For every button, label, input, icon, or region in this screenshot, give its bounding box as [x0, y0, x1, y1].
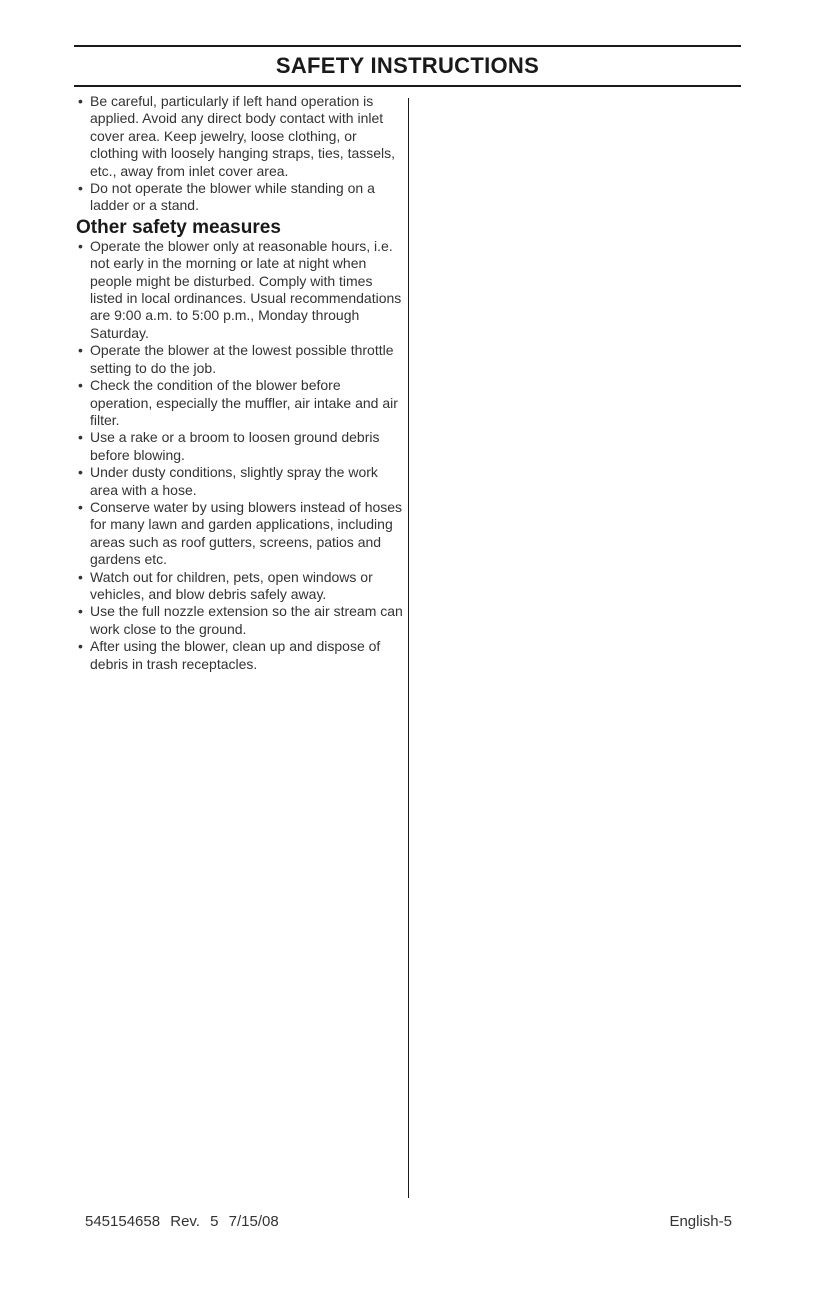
list-item: • Check the condition of the blower before operation, especially the muffler, air intake and air filter.: [76, 377, 406, 429]
list-item: • Watch out for children, pets, open windows or vehicles, and blow debris safely away.: [76, 569, 406, 604]
list-item: • Operate the blower only at reasonable hours, i.e. not early in the morning or late at night when people might be disturbed. Comply with times listed in local ordinances. Usual recommendations are 9:00 a.m. to 5:00 p.m., Monday through Saturday.: [76, 238, 406, 342]
list-item: • After using the blower, clean up and dispose of debris in trash receptacles.: [76, 638, 406, 673]
page-number: English-5: [669, 1213, 732, 1230]
header-top-rule: [74, 45, 741, 47]
intro-bullet-list: [76, 93, 406, 215]
document-reference: 545154658 Rev. 5 7/15/08: [85, 1213, 279, 1230]
list-item: • Operate the blower at the lowest possible throttle setting to do the job.: [76, 342, 406, 377]
list-item: • Under dusty conditions, slightly spray the work area with a hose.: [76, 464, 406, 499]
left-column: [76, 93, 406, 673]
list-item: • Be careful, particularly if left hand operation is applied. Avoid any direct body contact with inlet cover area. Keep jewelry, loose clothing, or clothing with loosely hanging straps, ties, tassels, etc., away from inlet cover area.: [76, 93, 406, 180]
list-item: • Do not operate the blower while standing on a ladder or a stand.: [76, 180, 406, 215]
safety-measures-list: [76, 238, 406, 673]
section-heading: Other safety measures: [76, 216, 281, 238]
page-title: SAFETY INSTRUCTIONS: [275, 53, 540, 78]
list-item: • Use the full nozzle extension so the air stream can work close to the ground.: [76, 603, 406, 638]
list-item: • Conserve water by using blowers instead of hoses for many lawn and garden applications, including areas such as roof gutters, screens, patios and gardens etc.: [76, 499, 406, 569]
list-item: • Use a rake or a broom to loosen ground debris before blowing.: [76, 429, 406, 464]
column-divider: [408, 98, 409, 1198]
header-bottom-rule: [74, 85, 741, 87]
